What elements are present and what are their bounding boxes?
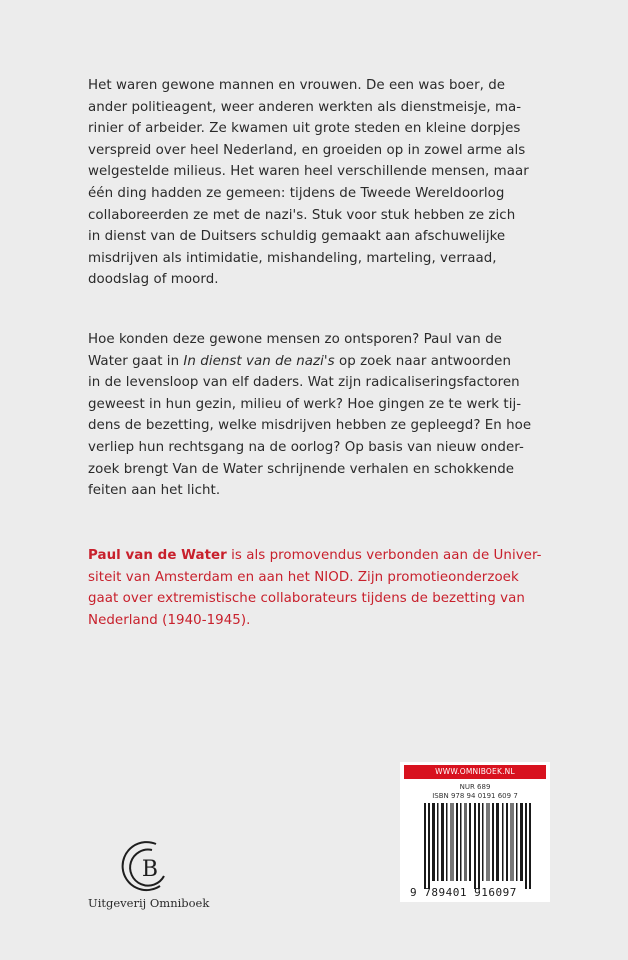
text-line: misdrijven als intimidatie, mishandeling, marteling, verraad, bbox=[88, 250, 497, 266]
author-bio bbox=[88, 545, 558, 631]
text-line: ander politieagent, weer anderen werkten als dienstmeisje, ma- bbox=[88, 99, 522, 115]
text-fragment: Water gaat in bbox=[88, 353, 184, 369]
publisher-url: WWW.OMNIBOEK.NL bbox=[404, 765, 546, 779]
publisher-name: Uitgeverij Omniboek bbox=[88, 896, 210, 910]
text-line: Het waren gewone mannen en vrouwen. De een was boer, de bbox=[88, 78, 506, 93]
text-line: rinier of arbeider. Ze kwamen uit grote steden en kleine dorpjes bbox=[88, 121, 521, 137]
barcode-icon bbox=[414, 803, 540, 889]
publisher-logo bbox=[88, 840, 218, 920]
text-fragment: is als promovendus verbonden aan de Univer- bbox=[226, 548, 542, 563]
text-line: verliep hun rechtsgang na de oorlog? Op basis van nieuw onder- bbox=[88, 439, 524, 455]
text-line: in dienst van de Duitsers schuldig gemaakt aan afschuwelijke bbox=[88, 229, 506, 245]
svg-text:B: B bbox=[141, 857, 159, 882]
text-line bbox=[88, 351, 558, 373]
text-line: welgestelde milieus. Het waren heel verschillende mensen, maar bbox=[88, 164, 529, 180]
text-line: Nederland (1940-1945). bbox=[88, 612, 251, 628]
nur-code: NUR 689 bbox=[459, 783, 491, 791]
text-line: doodslag of moord. bbox=[88, 272, 219, 288]
text-line bbox=[88, 545, 558, 567]
text-line: feiten aan het licht. bbox=[88, 483, 221, 499]
isbn-barcode-block bbox=[400, 762, 550, 902]
omniboek-logo-icon bbox=[116, 840, 180, 896]
blurb-paragraph-intro bbox=[88, 75, 558, 291]
isbn-number: ISBN 978 94 0191 609 7 bbox=[432, 792, 518, 800]
barcode-digits: 9 789401 916097 bbox=[410, 886, 517, 899]
text-line: Hoe konden deze gewone mensen zo ontsporen? Paul van de bbox=[88, 332, 502, 347]
book-title-italic: In dienst van de nazi's bbox=[183, 353, 335, 369]
text-line: één ding hadden ze gemeen: tijdens de Tweede Wereldoorlog bbox=[88, 185, 505, 201]
author-name: Paul van de Water bbox=[88, 548, 227, 563]
text-line: siteit van Amsterdam en aan het NIOD. Zijn promotieonderzoek bbox=[88, 569, 519, 585]
blurb-paragraph-questions bbox=[88, 329, 558, 502]
text-line: geweest in hun gezin, milieu of werk? Hoe gingen ze te werk tij- bbox=[88, 396, 522, 412]
text-line: verspreid over heel Nederland, en groeiden op in zowel arme als bbox=[88, 142, 526, 158]
text-line: zoek brengt Van de Water schrijnende verhalen en schokkende bbox=[88, 461, 515, 477]
text-line: collaboreerden ze met de nazi's. Stuk voor stuk hebben ze zich bbox=[88, 207, 516, 223]
text-fragment: op zoek naar antwoorden bbox=[334, 353, 511, 369]
text-line: in de levensloop van elf daders. Wat zijn radicaliseringsfactoren bbox=[88, 375, 520, 391]
text-line: gaat over extremistische collaborateurs tijdens de bezetting van bbox=[88, 591, 525, 607]
text-line: dens de bezetting, welke misdrijven hebben ze gepleegd? En hoe bbox=[88, 418, 532, 434]
